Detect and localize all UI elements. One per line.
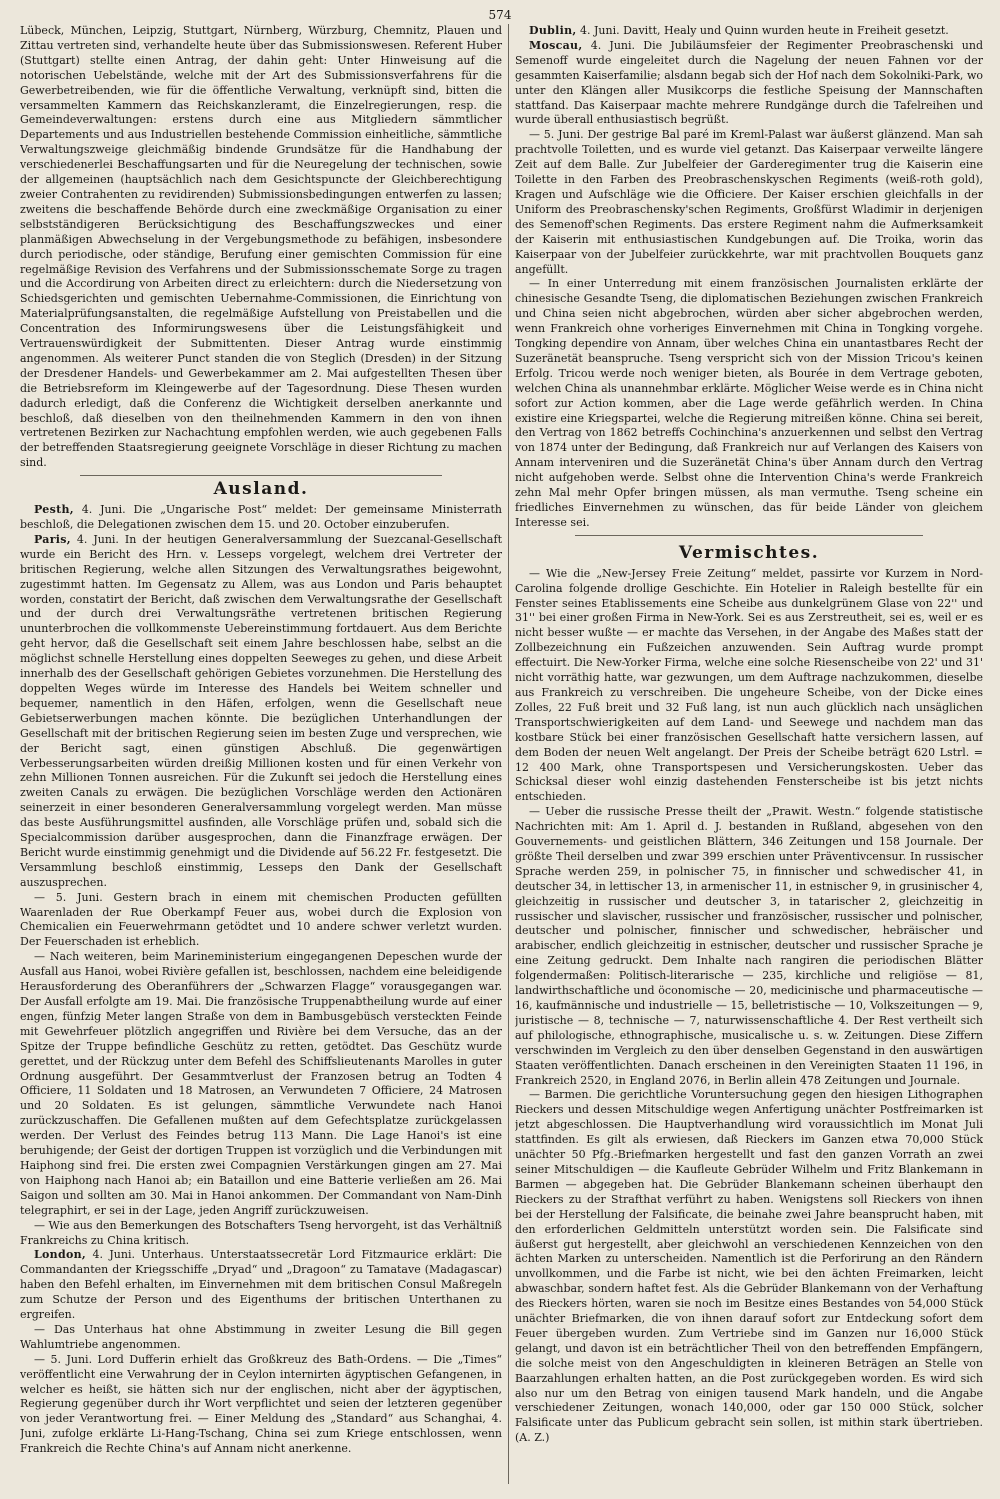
left-column bbox=[20, 24, 502, 1492]
article-text: 4. Juni. Die Jubiläumsfeier der Regimenter Preobraschenski und Semenoff wurde eingeleitet durch die Nagelung der neuen Fahnen vor der gesammten Kaiserfamilie; alsdann begab sich der Hof nach dem Sokolniki-Park, wo unter den Klängen aller Musikcorps die festliche Speisung der Mannschaften stattfand. Das Kaiserpaar machte mehrere Rundgänge durch die Tafelreihen und wurde überall enthusiastisch begrüßt. bbox=[515, 38, 983, 127]
article-moscau-ball: — 5. Juni. Der gestrige Bal paré im Kreml-Palast war äußerst glänzend. Man sah prachtvolle Toiletten, und es wurde viel getanzt. Das Kaiserpaar verweilte längere Zeit auf dem Balle. Zur Jubelfeier der Garderegimenter trug die Kaiserin eine Toilette in den Farben des Preobraschenskyschen Regiments (weiß-roth gold), Kragen und Aufschläge wie die Officiere. Der Kaiser erschien gleichfalls in der Uniform des Preobraschensky'schen Regiments, Großfürst Wladimir in derjenigen des Semenoff'schen Regiments. Das erstere Regiment nahm die Aufmerksamkeit der Kaiserin mit enthusiastischen Kundgebungen auf. Die Troika, worin das Kaiserpaar von der Jubelfeier zurückkehrte, war mit prachtvollen Bouquets ganz angefüllt. bbox=[515, 128, 983, 276]
article-text: 4. Juni. Davitt, Healy und Quinn wurden heute in Freiheit gesetzt. bbox=[576, 24, 949, 37]
article-moscau-tseng: — In einer Unterredung mit einem französischen Journalisten erklärte der chinesische Gesandte Tseng, die diplomatischen Beziehungen zwischen Frankreich und China seien nicht abgebrochen, würden aber sicher abgebrochen werden, wenn Frankreich ohne vorheriges Einvernehmen mit China in Tongking vorgehe. Tongking dependire von Annam, über welches China ein unantastbares Recht der Suzeränetät beanspruche. Tseng verspricht sich von der Mission Tricou's keinen Erfolg. Tricou werde noch weniger bieten, als Bourée in dem Vertrage geboten, welchen China als unannehmbar erklärte. Möglicher Weise werde es in China nicht sofort zur Action kommen, aber die Lage werde gefährlich werden. In China existire eine Kriegspartei, welche die Regierung mitreißen könne. China sei bereit, den Vertrag von 1862 betreffs Cochinchina's anzuerkennen und selbst den Vertrag von 1874 unter der Bedingung, daß Frankreich nur auf Verlangen des Kaisers von Annam interveniren und die Suzeränetät China's über Annam durch den Vertrag nicht aufgehoben werde. Selbst ohne die Intervention China's werde Frankreich zehn Mal mehr Opfer bringen müssen, als man vermuthe. Tseng scheine ein friedliches Einvernehmen zu wünschen, das für beide Länder von gleichem Interesse sei. bbox=[515, 277, 983, 529]
article-dublin bbox=[515, 24, 983, 39]
section-divider bbox=[575, 535, 923, 536]
article-london-dufferin: — 5. Juni. Lord Dufferin erhielt das Großkreuz des Bath-Ordens. — Die „Times“ veröffentlicht eine Verwahrung der in Ceylon internirten ägyptischen Gefangenen, in welcher es heißt, sie hätten sich nur der englischen, nicht aber der ägyptischen, Regierung gegenüber durch ihr Wort verpflichtet und seien der letzteren gegenüber von jeder Verantwortung frei. — Einer Meldung des „Standard“ aus Schanghai, 4. Juni, zufolge erklärte Li-Hang-Tschang, China sei zum Kriege entschlossen, wenn Frankreich die Rechte China's auf Annam nicht anerkenne. bbox=[20, 1352, 502, 1456]
paragraph-conference: Lübeck, München, Leipzig, Stuttgart, Nürnberg, Würzburg, Chemnitz, Plauen und Zittau vertreten sind, verhandelte heute über das Submissionswesen. Referent Huber (Stuttgart) stellte einen Antrag, der dahin geht: Unter Hinweisung auf die notorischen Uebelstände, welche mit der Art des Submissionsverfahrens für die Gewerbetreibenden, wie für die öffentliche Verwaltung, verknüpft sind, bitten die versammelten Kammern das Reichskanzleramt, die Einzelregierungen, resp. die Gemeindeverwaltungen: erstens durch eine aus Mitgliedern sämmtlicher Departements und aus Industriellen bestehende Commission einheitliche, sämmtliche Verwaltungszweige gleichmäßig bindende Grundsätze für die Handhabung der verschiedenerlei Beschaffungsarten und für die Neuregelung der technischen, sowie der allgemeinen (hauptsächlich nach dem Gesichtspuncte der Gleichberechtigung zweier Contrahenten zu revidirenden) Submissionsbedingungen entwerfen zu lassen; zweitens die beschaffende Behörde durch eine zweckmäßige Organisation zu einer selbstständigeren Berücksichtigung des Beschaffungszweckes und einer planmäßigen Abwechselung in der Vergebungsmethode zu befähigen, insbesondere durch periodische, oder ständige, Berufung einer gemischten Commission für eine regelmäßige Revision des Verfahrens und der Submissionsschemate Sorge zu tragen und die Accordirung von Arbeiten direct zu erleichtern: durch die Niedersetzung von Schiedsgerichten und gemischten Uebernahme-Commissionen, die Einrichtung von Materialprüfungsanstalten, die regelmäßige Aufstellung von Preistabellen und die Concentration des Informirungswesens über die Leistungsfähigkeit und Vertrauenswürdigkeit der Submittenten. Dieser Antrag wurde einstimmig angenommen. Als weiterer Punct standen die von Steglich (Dresden) in der Sitzung der Dresdener Handels- und Gewerbekammer am 2. Mai aufgestellten Thesen über die Betriebsreform im Kleingewerbe auf der Tagesordnung. Diese Thesen wurden dadurch erledigt, daß die Conferenz die Wichtigkeit derselben anerkannte und beschloß, daß dieselben von den theilnehmenden Kammern in den von ihnen vertretenen Bezirken zur Nachachtung empfohlen werden, wie auch gegebenen Falls der betreffenden Staatsregierung geeignete Vorschläge in dieser Richtung zu machen sind. bbox=[20, 24, 502, 470]
article-paris-fire: — 5. Juni. Gestern brach in einem mit chemischen Producten gefüllten Waarenladen der Rue Oberkampf Feuer aus, wobei durch die Explosion von Chemicalien ein Feuerwehrmann getödtet und 10 andere schwer verletzt wurden. Der Feuerschaden ist erheblich. bbox=[20, 890, 502, 949]
right-column bbox=[515, 24, 983, 1492]
dateline-place: Paris, bbox=[34, 532, 71, 546]
dateline-place: Dublin, bbox=[529, 24, 577, 37]
article-russian-press: — Ueber die russische Presse theilt der „Prawit. Westn.“ folgende statistische Nachrichten mit: Am 1. April d. J. bestanden in Rußland, abgesehen von den Gouvernements- und geistlichen Blättern, 346 Zeitungen und 158 Journale. Der größte Theil derselben und zwar 399 erschien unter Präventivcensur. In russischer Sprache werden 259, in polnischer 75, in finnischer und schwedischer 41, in deutscher 34, in lettischer 13, in armenischer 11, in estnischer 9, in grusinischer 4, gleichzeitig in russischer und deutscher 3, in tatarischer 2, gleichzeitig in russischer und slavischer, russischer und französischer, russischer und polnischer, deutscher und polnischer, finnischer und schwedischer, hebräischer und arabischer, endlich gleichzeitig in estnischer, deutscher und russischer Sprache je eine Zeitung gedruckt. Dem Inhalte nach rangiren die periodischen Blätter folgendermaßen: Politisch-literarische — 235, kirchliche und religiöse — 81, landwirthschaftliche und öconomische — 20, medicinische und pharmaceutische — 16, kaufmännische und industrielle — 15, belletristische — 10, Volkszeitungen — 9, juristische — 8, technische — 7, naturwissenschaftliche 4. Der Rest vertheilt sich auf philologische, ethnographische, musicalische u. s. w. Zeitungen. Diese Ziffern verschwinden im Vergleich zu den über denselben Gegenstand in den auswärtigen Staaten veröffentlichten. Danach erscheinen in den Vereinigten Staaten 11 196, in Frankreich 2520, in England 2076, in Berlin allein 478 Zeitungen und Journale. bbox=[515, 805, 983, 1087]
article-moscau bbox=[515, 39, 983, 128]
section-heading-ausland: Ausland. bbox=[213, 479, 309, 500]
dateline-place: Moscau, bbox=[529, 38, 583, 52]
column-rule bbox=[508, 24, 509, 1484]
page-number: 574 bbox=[488, 8, 512, 22]
dateline-place: London, bbox=[34, 1248, 87, 1262]
article-text: 4. Juni. Unterhaus. Unterstaatssecretär Lord Fitzmaurice erklärt: Die Commandanten der Kriegsschiffe „Dryad“ und „Dragoon“ zu Tamatave (Madagascar) haben den Befehl erhalten, im Einvernehmen mit dem britischen Consul Maßregeln zum Schutze der Person und des Eigenthums der britischen Unterthanen zu ergreifen. bbox=[20, 1248, 502, 1322]
article-paris-tseng: — Wie aus den Bemerkungen des Botschafters Tseng hervorgeht, ist das Verhältniß Frankreichs zu China kritisch. bbox=[20, 1218, 502, 1247]
article-barmen: — Barmen. Die gerichtliche Voruntersuchung gegen den hiesigen Lithographen Rieckers und dessen Mitschuldige wegen Anfertigung unächter Postfreimarken ist jetzt abgeschlossen. Die Hauptverhandlung wird voraussichtlich im Monat Juli stattfinden. Es gilt als erwiesen, daß Rieckers im Ganzen etwa 70,000 Stück unächter 50 Pfg.-Briefmarken hergestellt und fast den ganzen Vorrath an zwei seiner Mitschuldigen — die Kaufleute Gebrüder Wilhelm und Fritz Blankemann in Barmen — abgegeben hat. Die Gebrüder Blankemann scheinen überhaupt den Rieckers zu der Strafthat verführt zu haben. Wenigstens soll Rieckers von ihnen bei der Herstellung der Falsificate, die beinahe zwei Jahre beansprucht haben, mit den erforderlichen Geldmitteln unterstützt worden sein. Die Falsificate sind äußerst gut hergestellt, aber gleichwohl an verschiedenen Kennzeichen von den ächten Marken zu unterscheiden. Namentlich ist die Perforirung an den Rändern unvollkommen, und die Farbe ist nicht, wie bei den ächten Freimarken, leicht abwaschbar, sondern haftet fest. Als die Gebrüder Blankemann von der Verhaftung des Rieckers hörten, waren sie noch im Besitze eines Bestandes von 54,000 Stück unächter Briefmarken, die von ihnen darauf sofort zur Entdeckung sofort dem Feuer übergeben wurden. Zum Vertriebe sind im Ganzen nur 16,000 Stück gelangt, und davon ist ein beträchtlicher Theil von den betreffenden Empfängern, die solche meist von den Angeschuldigten in kleineren Beträgen an Stelle von Baarzahlungen erhalten hatten, an die Post zurückgegeben worden. Es wird sich also nur um den Betrag von einigen tausend Mark handeln, und die Angabe verschiedener Zeitungen, wonach 140,000, oder gar 150 000 Stück, solcher Falsificate unter das Publicum gebracht sein sollen, ist mithin stark übertrieben. (A. Z.) bbox=[515, 1088, 983, 1445]
article-paris bbox=[20, 533, 502, 891]
article-paris-hanoi: — Nach weiteren, beim Marineministerium eingegangenen Depeschen wurde der Ausfall aus Hanoi, wobei Rivière gefallen ist, beschlossen, nachdem eine beleidigende Herausforderung des Oberanführers der „Schwarzen Flagge“ vorausgegangen war. Der Ausfall erfolgte am 19. Mai. Die französische Truppenabtheilung wurde auf einer engen, fünfzig Meter langen Straße von dem in Bambusgebüsch versteckten Feinde mit Gewehrfeuer plötzlich angegriffen und Rivière bei dem Versuche, das an der Spitze der Truppe befindliche Geschütz zu retten, getödtet. Das Geschütz wurde gerettet, und der Rückzug unter dem Befehl des Schiffslieutenants Marolles in guter Ordnung ausgeführt. Der Gesammtverlust der Franzosen betrug an Todten 4 Officiere, 11 Soldaten und 18 Matrosen, an Verwundeten 7 Officiere, 24 Matrosen und 20 Soldaten. Es ist gelungen, sämmtliche Verwundete nach Hanoi zurückzuschaffen. Die Gefallenen mußten auf dem Gefechtsplatze zurückgelassen werden. Der Verlust des Feindes betrug 113 Mann. Die Lage Hanoi's ist eine beruhigende; der Geist der dortigen Truppen ist vorzüglich und die Verbindungen mit Haiphong sind frei. Die ersten zwei Compagnien Verstärkungen gingen am 27. Mai von Haiphong nach Hanoi ab; ein Bataillon und eine Batterie verließen am 26. Mai Saigon und sollten am 30. Mai in Hanoi ankommen. Der Commandant von Nam-Dinh telegraphirt, er sei in der Lage, jeden Angriff zurückzuweisen. bbox=[20, 950, 502, 1217]
article-london bbox=[20, 1248, 502, 1323]
article-text: 4. Juni. In der heutigen Generalversammlung der Suezcanal-Gesellschaft wurde ein Bericht des Hrn. v. Lesseps vorgelegt, welchem drei Vertreter der britischen Regierung, welche allen Sitzungen des Verwaltungsrathes beigewohnt, zugestimmt hatten. Im Gegensatz zu Allem, was aus London und Paris behauptet worden, constatirt der Bericht, daß zwischen dem Verwaltungsrathe der Gesellschaft und der durch drei Verwaltungsräthe vertretenen britischen Regierung ununterbrochen die vollkommenste Uebereinstimmung fortdauert. Aus dem Berichte geht hervor, daß die Gesellschaft seit einem Jahre beschlossen habe, selbst an die möglichst schnelle Herstellung eines doppelten Seeweges zu gehen, und diese Arbeit innerhalb des der Gesellschaft gehörigen Gebietes vorzunehmen. Die Herstellung des doppelten Weges würde im Interesse des Handels bei Weitem schneller und bequemer, namentlich in den Häfen, erfolgen, wenn die Gesellschaft neue Gebietserwerbungen machen könnte. Die bezüglichen Unterhandlungen der Gesellschaft mit der britischen Regierung seien im besten Zuge und versprechen, wie der Bericht sagt, einen günstigen Abschluß. Die gegenwärtigen Verbesserungsarbeiten würden dreißig Millionen kosten und für einen Verkehr von zehn Millionen Tonnen ausreichen. Für die Zukunft sei jedoch die Herstellung eines zweiten Canals zu erwägen. Die bezüglichen Vorschläge werden den Actionären seinerzeit in einer besonderen Generalversammlung vorgelegt werden. Man müsse das beste Ausführungsmittel ausfinden, alle Vorschläge prüfen und, sobald sich die Specialcommission darüber ausgesprochen, dann die Finanzfrage erwägen. Der Bericht wurde einstimmig genehmigt und die Dividende auf 56.22 Fr. festgesetzt. Die Versammlung beschloß einstimmig, Lesseps den Dank der Gesellschaft auszusprechen. bbox=[20, 532, 502, 889]
section-heading-vermischtes: Vermischtes. bbox=[678, 542, 820, 563]
article-london-bill: — Das Unterhaus hat ohne Abstimmung in zweiter Lesung die Bill gegen Wahlumtriebe angenommen. bbox=[20, 1322, 502, 1351]
section-divider bbox=[80, 475, 442, 476]
article-text: 4. Juni. Die „Ungarische Post“ meldet: Der gemeinsame Ministerrath beschloß, die Delegationen zwischen dem 15. und 20. October einzuberufen. bbox=[20, 503, 502, 531]
article-pesth bbox=[20, 503, 502, 533]
dateline-place: Pesth, bbox=[34, 503, 74, 517]
article-glass-pane: — Wie die „New-Jersey Freie Zeitung“ meldet, passirte vor Kurzem in Nord-Carolina folgende drollige Geschichte. Ein Hotelier in Raleigh bestellte für ein Fenster seines Etablissements eine Scheibe aus dunkelgrünem Glase von 22'' und 31'' bei einer großen Firma in New-York. Sei es aus Zerstreutheit, sei es, weil er es nicht besser wußte — er machte das Versehen, in der Angabe des Maßes statt der Zollbezeichnung ein Fußzeichen anzuwenden. Sein Auftrag wurde prompt effectuirt. Die New-Yorker Firma, welche eine solche Riesenscheibe von 22' und 31' nicht vorräthig hatte, war gezwungen, um dem Auftrage nachzukommen, dieselbe aus Frankreich zu verschreiben. Die ungeheure Scheibe, von der Dicke eines Zolles, 22 Fuß breit und 32 Fuß lang, ist nun auch glücklich nach unsäglichen Transportschwierigkeiten auf dem Land- und Seewege und nachdem man das kostbare Stück bei einer französischen Gesellschaft hatte versichern lassen, auf dem Boden der neuen Welt angelangt. Der Preis der Scheibe beträgt 620 Lstrl. = 12 400 Mark, ohne Transportspesen und Versicherungskosten. Ueber das Schicksal dieser wohl einzig dastehenden Fensterscheibe ist bis jetzt nichts entschieden. bbox=[515, 566, 983, 804]
